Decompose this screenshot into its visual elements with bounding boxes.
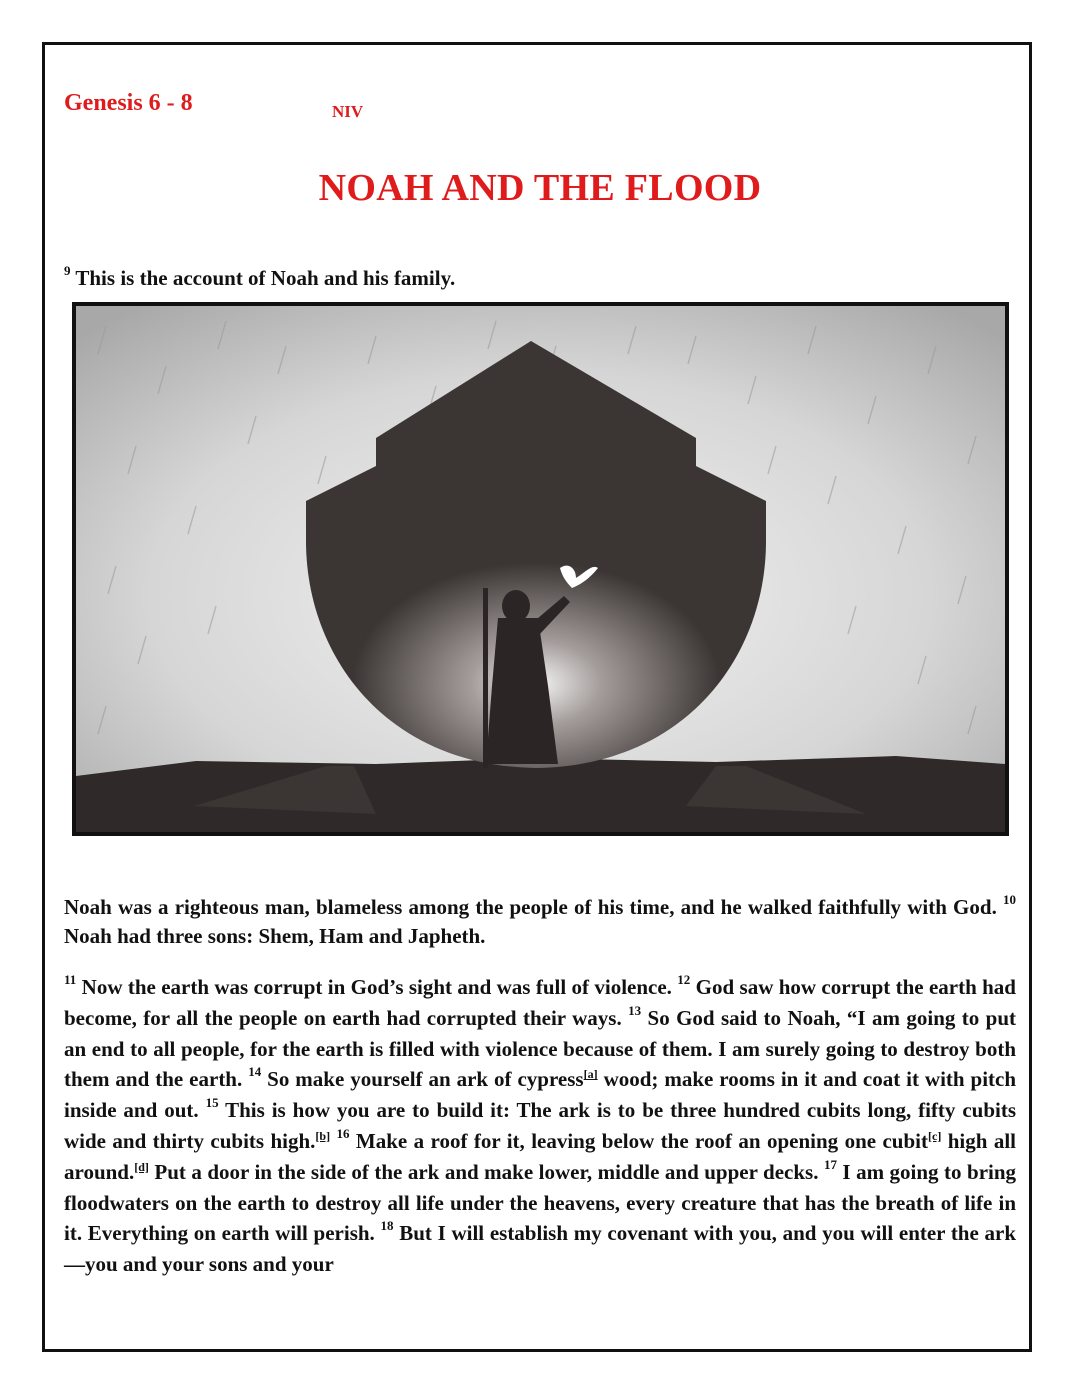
footnote-link[interactable]: [b] (315, 1128, 331, 1143)
paragraph-2 (64, 972, 1016, 1280)
verse-16-text: high all around. (64, 1128, 1016, 1184)
verse-number: 14 (248, 1064, 262, 1080)
verse-18-text: But I will establish my covenant with you, and you will enter the ark—you and your sons and your (64, 1221, 1017, 1277)
verse-number: 18 (380, 1218, 394, 1234)
footnote-link[interactable]: [a] (583, 1067, 598, 1082)
intro-verse (64, 263, 456, 291)
footnote-link[interactable]: [d] (134, 1159, 149, 1174)
verse-number: 17 (823, 1156, 837, 1172)
verse-16-text: Put a door in the side of the ark and make lower, middle and upper decks. (154, 1159, 819, 1184)
scripture-reference: Genesis 6 - 8 (64, 90, 193, 116)
verse-17-text: I am going to bring floodwaters on the earth to destroy all life under the heavens, every creature that has the breath of life in it. Everything on earth will perish. (64, 1159, 1017, 1246)
verse-10-text: Noah had three sons: Shem, Ham and Japheth. (64, 924, 486, 948)
verse-number: 11 (64, 972, 77, 987)
page-title: NOAH AND THE FLOOD (318, 167, 762, 209)
verse-15-text: This is how you are to build it: The ark is to be three hundred cubits long, fifty cubits wide and thirty cubits high. (64, 1098, 1017, 1153)
verse-12-text: God saw how corrupt the earth had become, for all the people on earth had corrupted their ways. (64, 975, 1016, 1030)
verse-number: 12 (677, 972, 691, 987)
verse-14-text: So make yourself an ark of cypress (267, 1067, 584, 1092)
verse-13-text: So God said to Noah, “I am going to put an end to all people, for the earth is filled with violence because of them. I am surely going to destroy both them and the earth. (64, 1005, 1017, 1092)
verse-number: 9 (64, 263, 71, 278)
verse-number: 10 (1003, 892, 1017, 907)
verse-16-text: Make a roof for it, leaving below the roof an opening one cubit (355, 1128, 928, 1153)
verse-9-text: Noah was a righteous man, blameless among the people of his time, and he walked faithfully with God. (64, 895, 997, 919)
ark-with-noah-and-dove-icon (76, 306, 1005, 832)
verse-number: 13 (628, 1002, 642, 1018)
footnote-link[interactable]: [c] (928, 1128, 942, 1143)
verse-11-text: Now the earth was corrupt in God’s sight and was full of violence. (81, 975, 672, 999)
intro-text: This is the account of Noah and his family. (75, 266, 456, 290)
verse-number: 16 (336, 1125, 350, 1141)
bible-version: NIV (332, 102, 364, 121)
paragraph-1 (64, 893, 1016, 951)
verse-number: 15 (205, 1095, 219, 1111)
verse-14-text: wood; make rooms in it and coat it with pitch inside and out. (64, 1067, 1017, 1123)
ark-illustration (72, 302, 1009, 836)
